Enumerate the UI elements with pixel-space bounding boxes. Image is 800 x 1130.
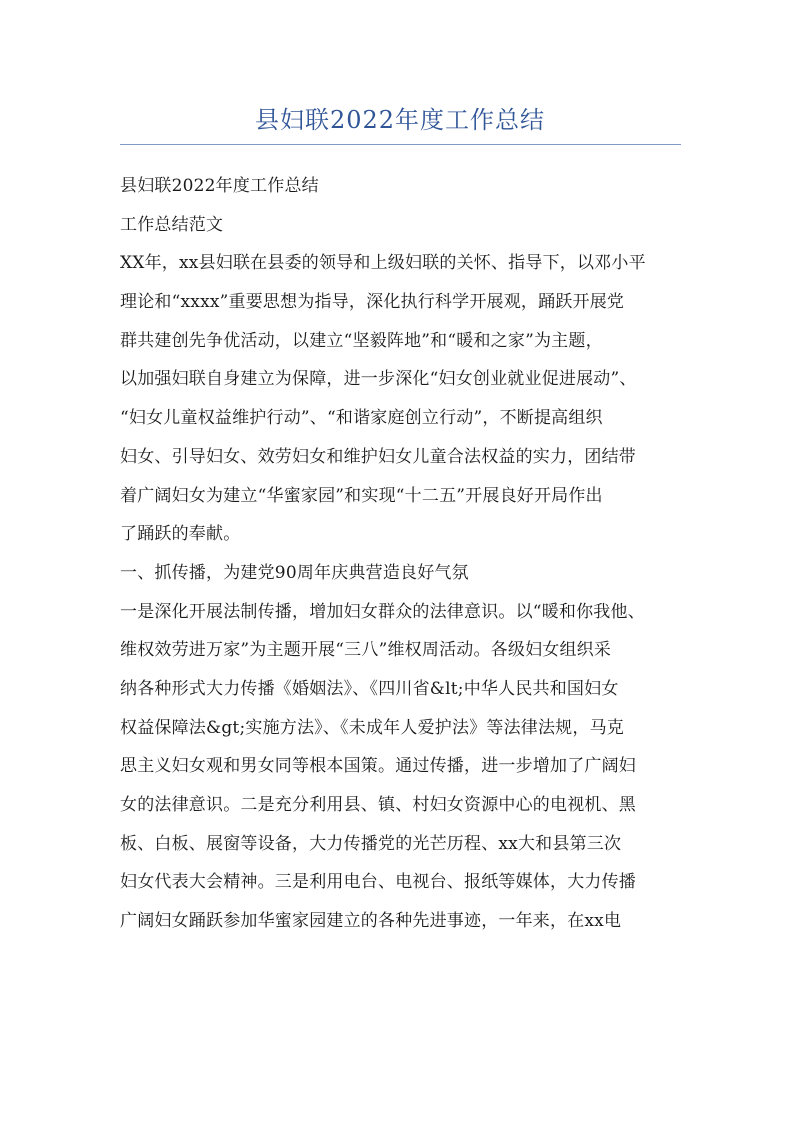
- subtitle-line: 县妇联2022年度工作总结: [120, 176, 319, 196]
- paragraph-line: 妇女、引导妇女、效劳妇女和维护妇女儿童合法权益的实力，团结带: [120, 446, 636, 467]
- title-divider: [120, 144, 681, 145]
- paragraph-line: 纳各种形式大力传播《婚姻法》、《四川省&lt;中华人民共和国妇女: [120, 678, 619, 699]
- paragraph-line: 女的法律意识。二是充分利用县、镇、村妇女资源中心的电视机、黑: [120, 795, 636, 815]
- paragraph-line: 以加强妇联自身建立为保障，进一步深化“妇女创业就业促进展动”、: [120, 369, 637, 390]
- paragraph-line: XX年，xx县妇联在县委的领导和上级妇联的关怀、指导下，以邓小平: [120, 253, 646, 274]
- paragraph-line: 思主义妇女观和男女同等根本国策。通过传播，进一步增加了广阔妇: [120, 756, 636, 777]
- document-body: [120, 173, 695, 947]
- paragraph-line: 权益保障法&gt;实施方法》、《未成年人爱护法》等法律法规，马克: [120, 717, 624, 738]
- document-title: 县妇联2022年度工作总结: [254, 106, 546, 134]
- paragraph-line: 维权效劳进万家”为主题开展“三八”维权周活动。各级妇女组织采: [120, 640, 612, 661]
- paragraph-line: 群共建创先争优活动，以建立“坚毅阵地”和“暖和之家”为主题，: [120, 330, 603, 351]
- paragraph-line: 广阔妇女踊跃参加华蜜家园建立的各种先进事迹，一年来，在xx电: [120, 911, 622, 932]
- paragraph-line: 着广阔妇女为建立“华蜜家园”和实现“十二五”开展良好开局作出: [120, 485, 603, 506]
- paragraph-line: “妇女儿童权益维护行动”、“和谐家庭创立行动”，不断提高组织: [120, 408, 603, 429]
- section-heading: 一、抓传播，为建党90周年庆典营造良好气氛: [120, 562, 469, 583]
- paragraph-line: 理论和“xxxx”重要思想为指导，深化执行科学开展观，踊跃开展党: [120, 292, 625, 313]
- paragraph-line: 一是深化开展法制传播，增加妇女群众的法律意识。以“暖和你我他、: [120, 601, 645, 622]
- paragraph-line: 了踊跃的奉献。: [120, 524, 241, 545]
- paragraph-line: 妇女代表大会精神。三是利用电台、电视台、报纸等媒体，大力传播: [120, 872, 636, 893]
- paragraph-line: 板、白板、展窗等设备，大力传播党的光芒历程、xx大和县第三次: [120, 833, 622, 854]
- category-line: 工作总结范文: [120, 214, 224, 235]
